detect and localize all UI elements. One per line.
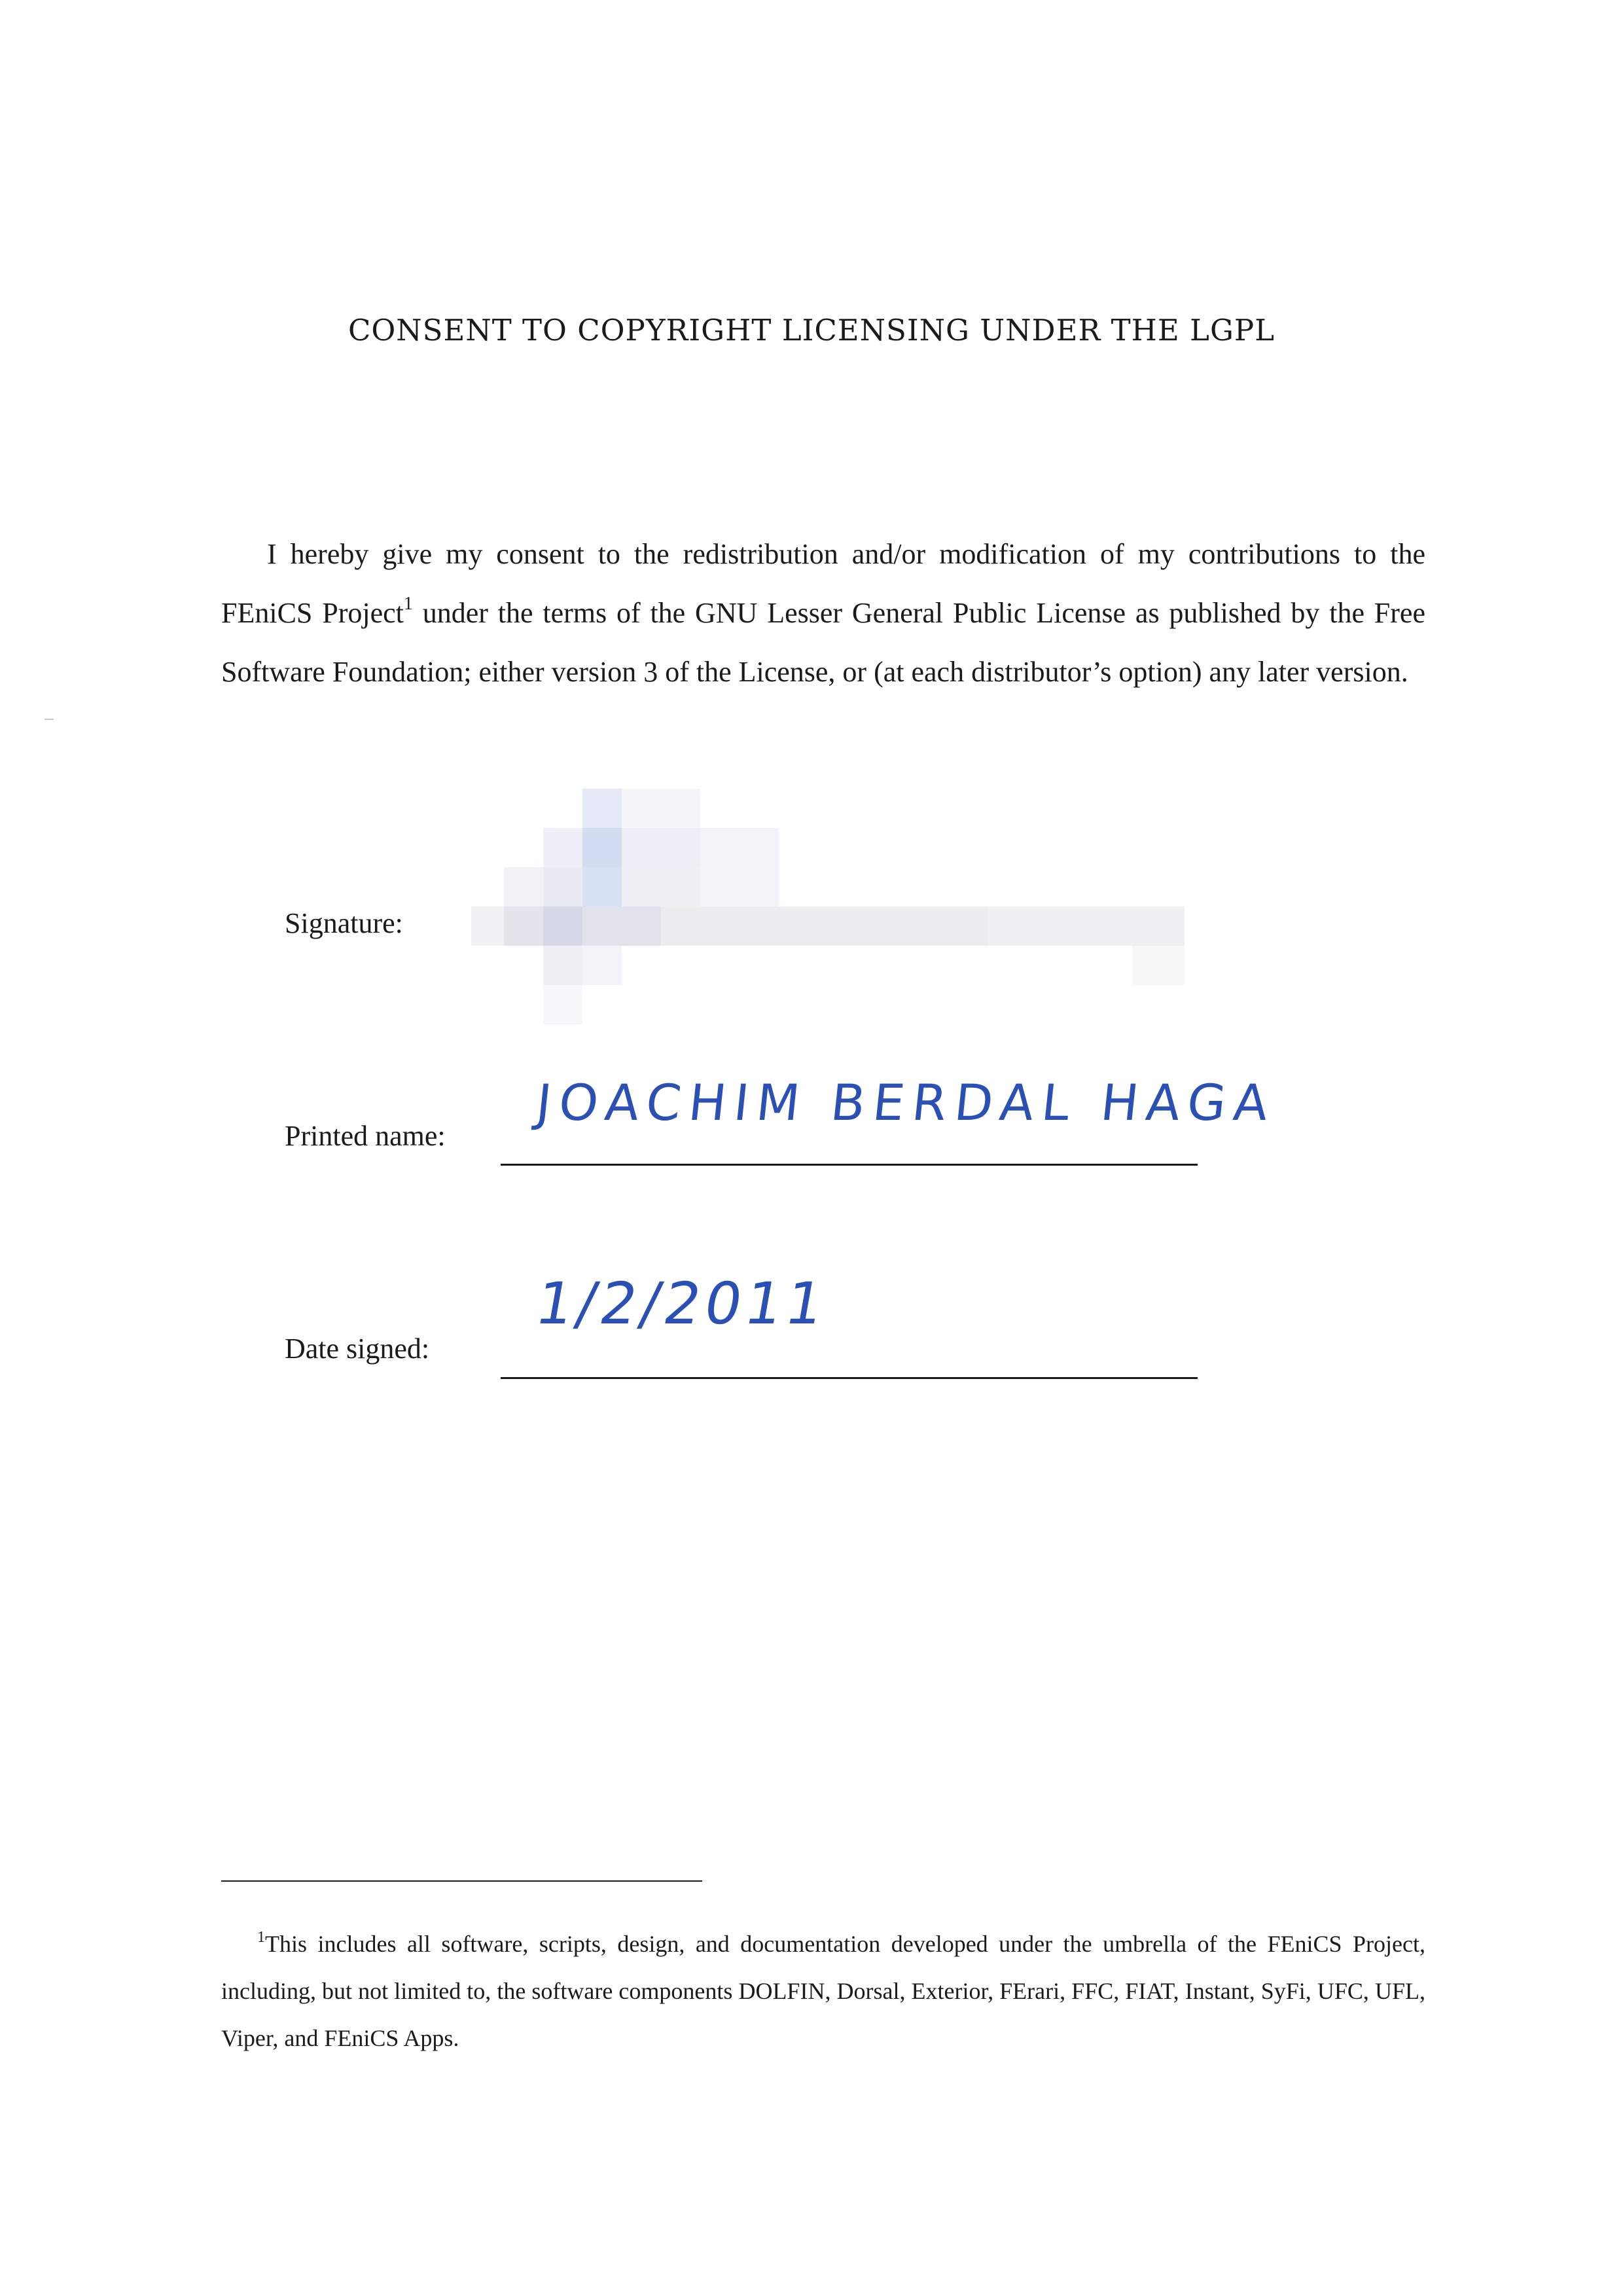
printed-name-line [501, 1164, 1198, 1166]
printed-name-label: Printed name: [285, 1120, 446, 1152]
scan-artifact [45, 719, 54, 720]
footnote [221, 1920, 1425, 2062]
handwritten-date: 1/2/2011 [530, 1270, 833, 1337]
footnote-mark: 1 [257, 1929, 265, 1946]
handwritten-printed-name: JOACHIM BERDAL HAGA [533, 1073, 1279, 1132]
consent-text-part1: I hereby give my consent to the redistribution and/or modification of my contributions to the FEniCS Project [221, 538, 1425, 629]
consent-paragraph [221, 525, 1425, 702]
signature-label: Signature: [285, 907, 403, 939]
redacted-signature [471, 789, 1217, 1024]
footnote-text: This includes all software, scripts, design, and documentation developed under the umbrella of the FEniCS Project, including, but not limited to, the software components DOLFIN, Dorsal, Exterior, FErari, FFC, FIAT, Instant, SyFi, UFC, UFL, Viper, and FEniCS Apps. [221, 1931, 1425, 2051]
footnote-reference: 1 [403, 594, 413, 615]
date-signed-line [501, 1377, 1198, 1379]
footnote-divider [221, 1880, 702, 1882]
consent-text-part2: under the terms of the GNU Lesser General Public License as published by the Free Software Foundation; either version 3 of the License, or (at each distributor’s option) any later version. [221, 597, 1425, 688]
page-title: CONSENT TO COPYRIGHT LICENSING UNDER THE LGPL [348, 313, 1275, 348]
date-signed-label: Date signed: [285, 1333, 430, 1365]
